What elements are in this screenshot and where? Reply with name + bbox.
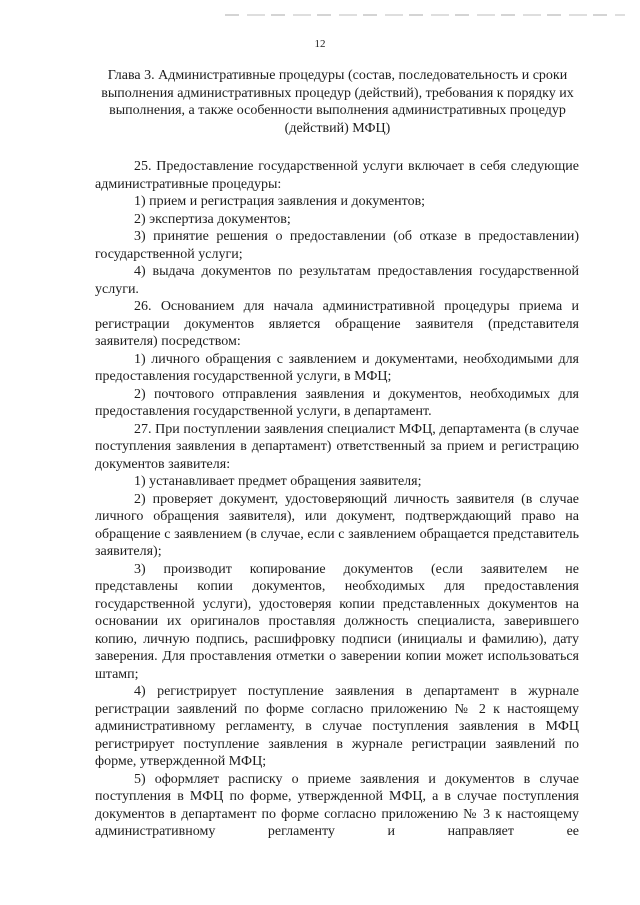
list-item: 4) выдача документов по результатам предоставления государственной услуги. — [95, 264, 579, 297]
list-item: 1) прием и регистрация заявления и документов; — [134, 194, 426, 209]
list-item: 3) производит копирование документов (если заявителем не представлены копии документов, необходимых для предоставления государственной услуги), удостоверяя копии представленных документов на основании их оригиналов проставляя должность специалиста, заверившего копию, личную подпись, расшифровку подписи (инициалы и фамилию), дату заверения. Для проставления отметки о заверении копии может использоваться штамп; — [95, 561, 579, 682]
list-item: 2) экспертиза документов; — [134, 211, 291, 227]
list-item: 3) принятие решения о предоставлении (об отказе в предоставлении) государственной услуги; — [95, 229, 579, 262]
list-item: 1) устанавливает предмет обращения заявителя; — [134, 474, 422, 489]
list-item: 2) проверяет документ, удостоверяющий личность заявителя (в случае личного обращения заявителя), или документ, подтверждающий право на обращение с заявлением (в случае, если с заявлением обращается представитель заявителя); — [95, 491, 579, 559]
paragraph-25: 25. Предоставление государственной услуги включает в себя следующие административные процедуры: — [95, 159, 579, 192]
chapter-title: Глава 3. Административные процедуры (состав, последовательность и сроки выполнения административных процедур (действий), требования к порядку их выполнения, а также особенности выполнения административных процедур (действий) МФЦ) — [101, 68, 574, 136]
document-body — [95, 158, 579, 841]
list-item: 2) почтового отправления заявления и документов, необходимых для предоставления государственной услуги, в департамент. — [95, 386, 579, 419]
list-item: 5) оформляет расписку о приеме заявления и документов в случае поступления в МФЦ по форме, утвержденной МФЦ, а в случае поступления документов в департамент по форме согласно приложению № 3 к настоящему административному регламенту и направляет ее — [95, 771, 579, 839]
list-item: 4) регистрирует поступление заявления в департамент в журнале регистрации заявлений по форме согласно приложению № 2 к настоящему административному регламенту, в случае поступления заявления в МФЦ регистрирует поступление заявления в журнале регистрации заявлений по форме, утвержденной МФЦ; — [95, 684, 579, 769]
list-item: 1) личного обращения с заявлением и документами, необходимыми для предоставления государственной услуги, в МФЦ; — [95, 351, 579, 384]
paragraph-26: 26. Основанием для начала административной процедуры приема и регистрации документов является обращение заявителя (представителя заявителя) посредством: — [95, 299, 579, 349]
paragraph-27: 27. При поступлении заявления специалист МФЦ, департамента (в случае поступления заявления в департамент) ответственный за прием и регистрацию документов заявителя: — [95, 421, 579, 472]
scan-artifact — [225, 14, 625, 16]
page-number: 12 — [314, 38, 326, 50]
